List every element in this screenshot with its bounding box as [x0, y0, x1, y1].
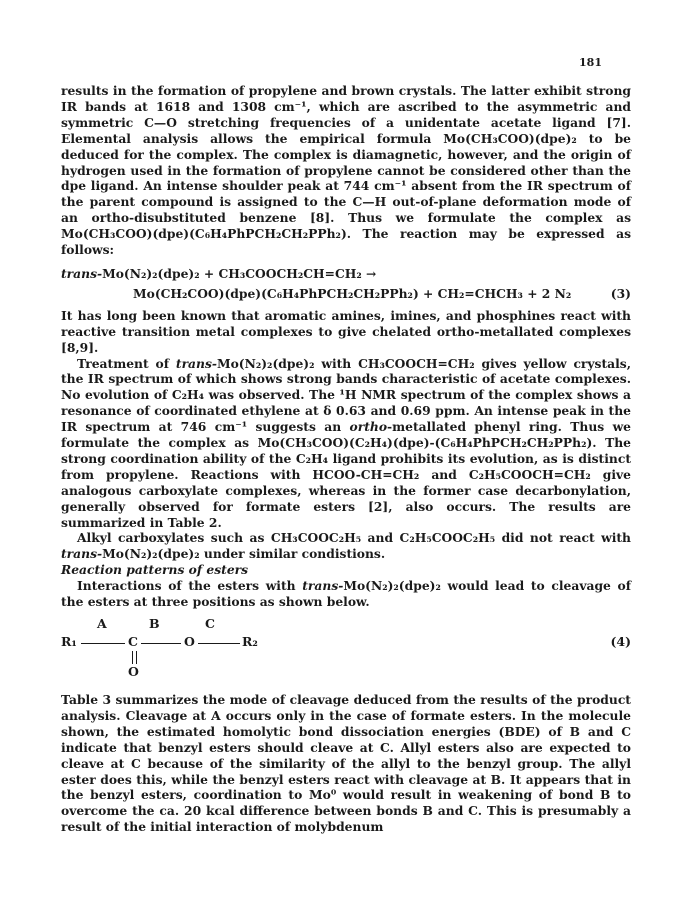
- ester-oxygen: O: [184, 634, 195, 649]
- trans-prefix: trans-: [61, 265, 103, 281]
- paragraph-2: It has long been known that aromatic amines, imines, and phosphines react with reactive transition metal complexes to give chelated ortho-metallated complexes [8,9].: [61, 307, 631, 355]
- paragraph-5: Interactions of the esters with trans-Mo(N₂)₂(dpe)₂ would lead to cleavage of the esters at three positions as shown below.: [61, 578, 631, 610]
- label-c: C: [205, 616, 215, 631]
- equation-3-number: (3): [610, 285, 631, 301]
- paragraph-3: Treatment of trans-Mo(N₂)₂(dpe)₂ with CH₃COOCH=CH₂ gives yellow crystals, the IR spectrum of which shows strong bands characteristic of acetate complexes. No evolution of C₂H₄ was observed. The ¹H NMR spectrum of the complex shows a resonance of coordinated ethylene at δ 0.63 and 0.69 ppm. An intense peak in the IR spectrum at 746 cm⁻¹ suggests an ortho-metallated phenyl ring. Thus we formulate the complex as Mo(CH₃COO)(C₂H₄)(dpe)-(C₆H₄PhPCH₂CH₂PPh₂). The strong coordination ability of the C₂H₄ ligand prohibits its evolution, as is distinct from propylene. Reactions with HCOO-CH=CH₂ and C₂H₅COOCH=CH₂ give analogous carboxylate complexes, whereas in the former case decarbonylation, generally observed for formate esters [2], also occurs. The results are summarized in Table 2.: [61, 355, 632, 530]
- section-heading: Reaction patterns of esters: [61, 562, 249, 578]
- bond-a: [81, 643, 125, 644]
- bond-b: [141, 643, 181, 644]
- carbonyl-carbon: C: [128, 634, 138, 649]
- r2-group: R₂: [242, 634, 258, 649]
- r1-group: R₁: [61, 634, 77, 649]
- page-number: 181: [579, 56, 602, 69]
- carbonyl-oxygen: O: [128, 664, 139, 679]
- paragraph-4: Alkyl carboxylates such as CH₃COOC₂H₅ and C₂H₅COOC₂H₅ did not react with trans-Mo(N₂)₂(dpe)₂ under similar condistions.: [61, 530, 631, 562]
- paragraph-1: results in the formation of propylene and brown crystals. The latter exhibit strong IR bands at 1618 and 1308 cm⁻¹, which are ascribed to the asymmetric and symmetric C—O stretching frequencies of a unidentate acetate ligand [7]. Elemental analysis allows the empirical formula Mo(CH₃COO)(dpe)₂ to be deduced for the complex. The complex is diamagnetic, however, and the origin of hydrogen used in the formation of propylene cannot be considered other than the dpe ligand. An intense shoulder peak at 744 cm⁻¹ absent from the IR spectrum of the parent compound is assigned to the C—H out-of-plane deformation mode of an ortho-disubstituted benzene [8]. Thus we formulate the complex as Mo(CH₃COO)(dpe)(C₆H₄PhPCH₂CH₂PPh₂). The reaction may be expressed as follows:: [61, 83, 631, 258]
- equation-3-reactants: Mo(N₂)₂(dpe)₂ + CH₃COOCH₂CH=CH₂ →: [102, 265, 377, 281]
- equation-3-products: Mo(CH₂COO)(dpe)(C₆H₄PhPCH₂CH₂PPh₂) + CH₂=CHCH₃ + 2 N₂: [133, 285, 572, 301]
- equation-3-line-1: [61, 266, 631, 282]
- equation-3-line-2: [61, 286, 631, 302]
- equation-4-number: (4): [610, 634, 631, 649]
- bond-c: [198, 643, 240, 644]
- label-b: B: [149, 616, 160, 631]
- double-bond-left: [132, 651, 133, 664]
- label-a: A: [97, 616, 107, 631]
- page-body: [61, 83, 631, 835]
- ester-cleavage-scheme: [61, 614, 631, 686]
- double-bond-right: [136, 651, 137, 664]
- paragraph-6: Table 3 summarizes the mode of cleavage deduced from the results of the product analysis. Cleavage at A occurs only in the case of formate esters. In the molecule shown, the estimated homolytic bond dissociation energies (BDE) of B and C indicate that benzyl esters should cleave at C. Allyl esters also are expected to cleave at C because of the similarity of the allyl to the benzyl group. The allyl ester does this, while the benzyl esters react with cleavage at B. It appears that in the benzyl esters, coordination to Mo⁰ would result in weakening of bond B to overcome the ca. 20 kcal difference between bonds B and C. This is presumably a result of the initial interaction of molybdenum: [61, 692, 631, 835]
